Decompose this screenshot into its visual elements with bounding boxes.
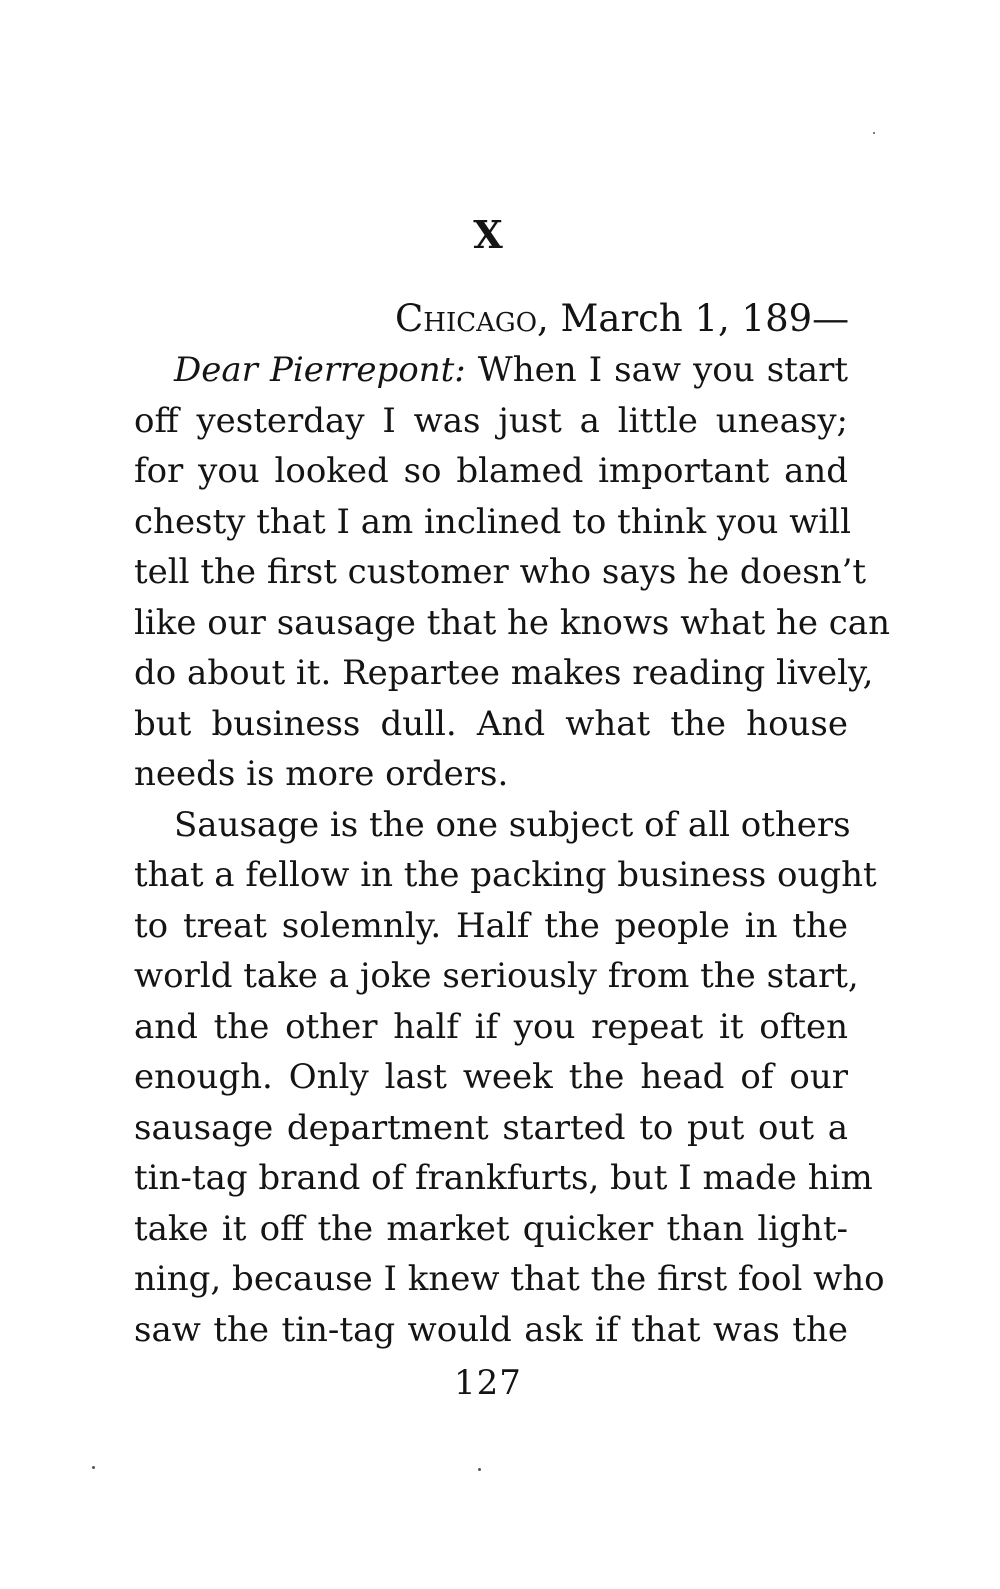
text-line: Sausage is the one subject of all others <box>174 804 851 845</box>
letter-body <box>134 345 890 1355</box>
scan-speck <box>92 1466 95 1469</box>
dateline-date: , March 1, 189— <box>537 297 850 340</box>
text-line: needs is more orders. <box>134 754 509 794</box>
text-line: saw the tin-tag would ask if that was the <box>134 1309 848 1350</box>
text-fragment: When I saw you start <box>465 350 848 390</box>
page-number: 127 <box>454 1363 522 1403</box>
text-line: tell the first customer who says he doesn’t <box>134 552 867 592</box>
text-line: that a fellow in the packing business ought <box>134 855 877 895</box>
text-line: to treat solemnly. Half the people in the <box>134 905 848 946</box>
dateline-city: Chicago <box>395 297 538 340</box>
text-line: for you looked so blamed important and <box>134 451 848 491</box>
text-line: take it off the market quicker than light- <box>134 1208 848 1249</box>
text-line: chesty that I am inclined to think you will <box>134 501 851 542</box>
scan-speck <box>873 132 875 134</box>
text-line: like our sausage that he knows what he can <box>134 602 890 643</box>
scan-speck <box>478 1468 481 1471</box>
salutation: Dear Pierrepont: <box>174 350 466 390</box>
dateline <box>395 294 849 344</box>
text-line: but business dull. And what the house <box>134 703 848 744</box>
text-line: tin-tag brand of frankfurts, but I made him <box>134 1158 873 1198</box>
chapter-heading: X <box>473 212 503 257</box>
text-line: and the other half if you repeat it often <box>134 1006 848 1047</box>
text-line <box>134 345 848 396</box>
text-line: ning, because I knew that the first fool who <box>134 1259 885 1299</box>
text-line: do about it. Repartee makes reading lively, <box>134 653 874 693</box>
text-line: enough. Only last week the head of our <box>134 1057 848 1097</box>
text-line: off yesterday I was just a little uneasy; <box>134 400 848 441</box>
text-line: sausage department started to put out a <box>134 1107 848 1148</box>
text-line: world take a joke seriously from the start, <box>134 956 859 996</box>
